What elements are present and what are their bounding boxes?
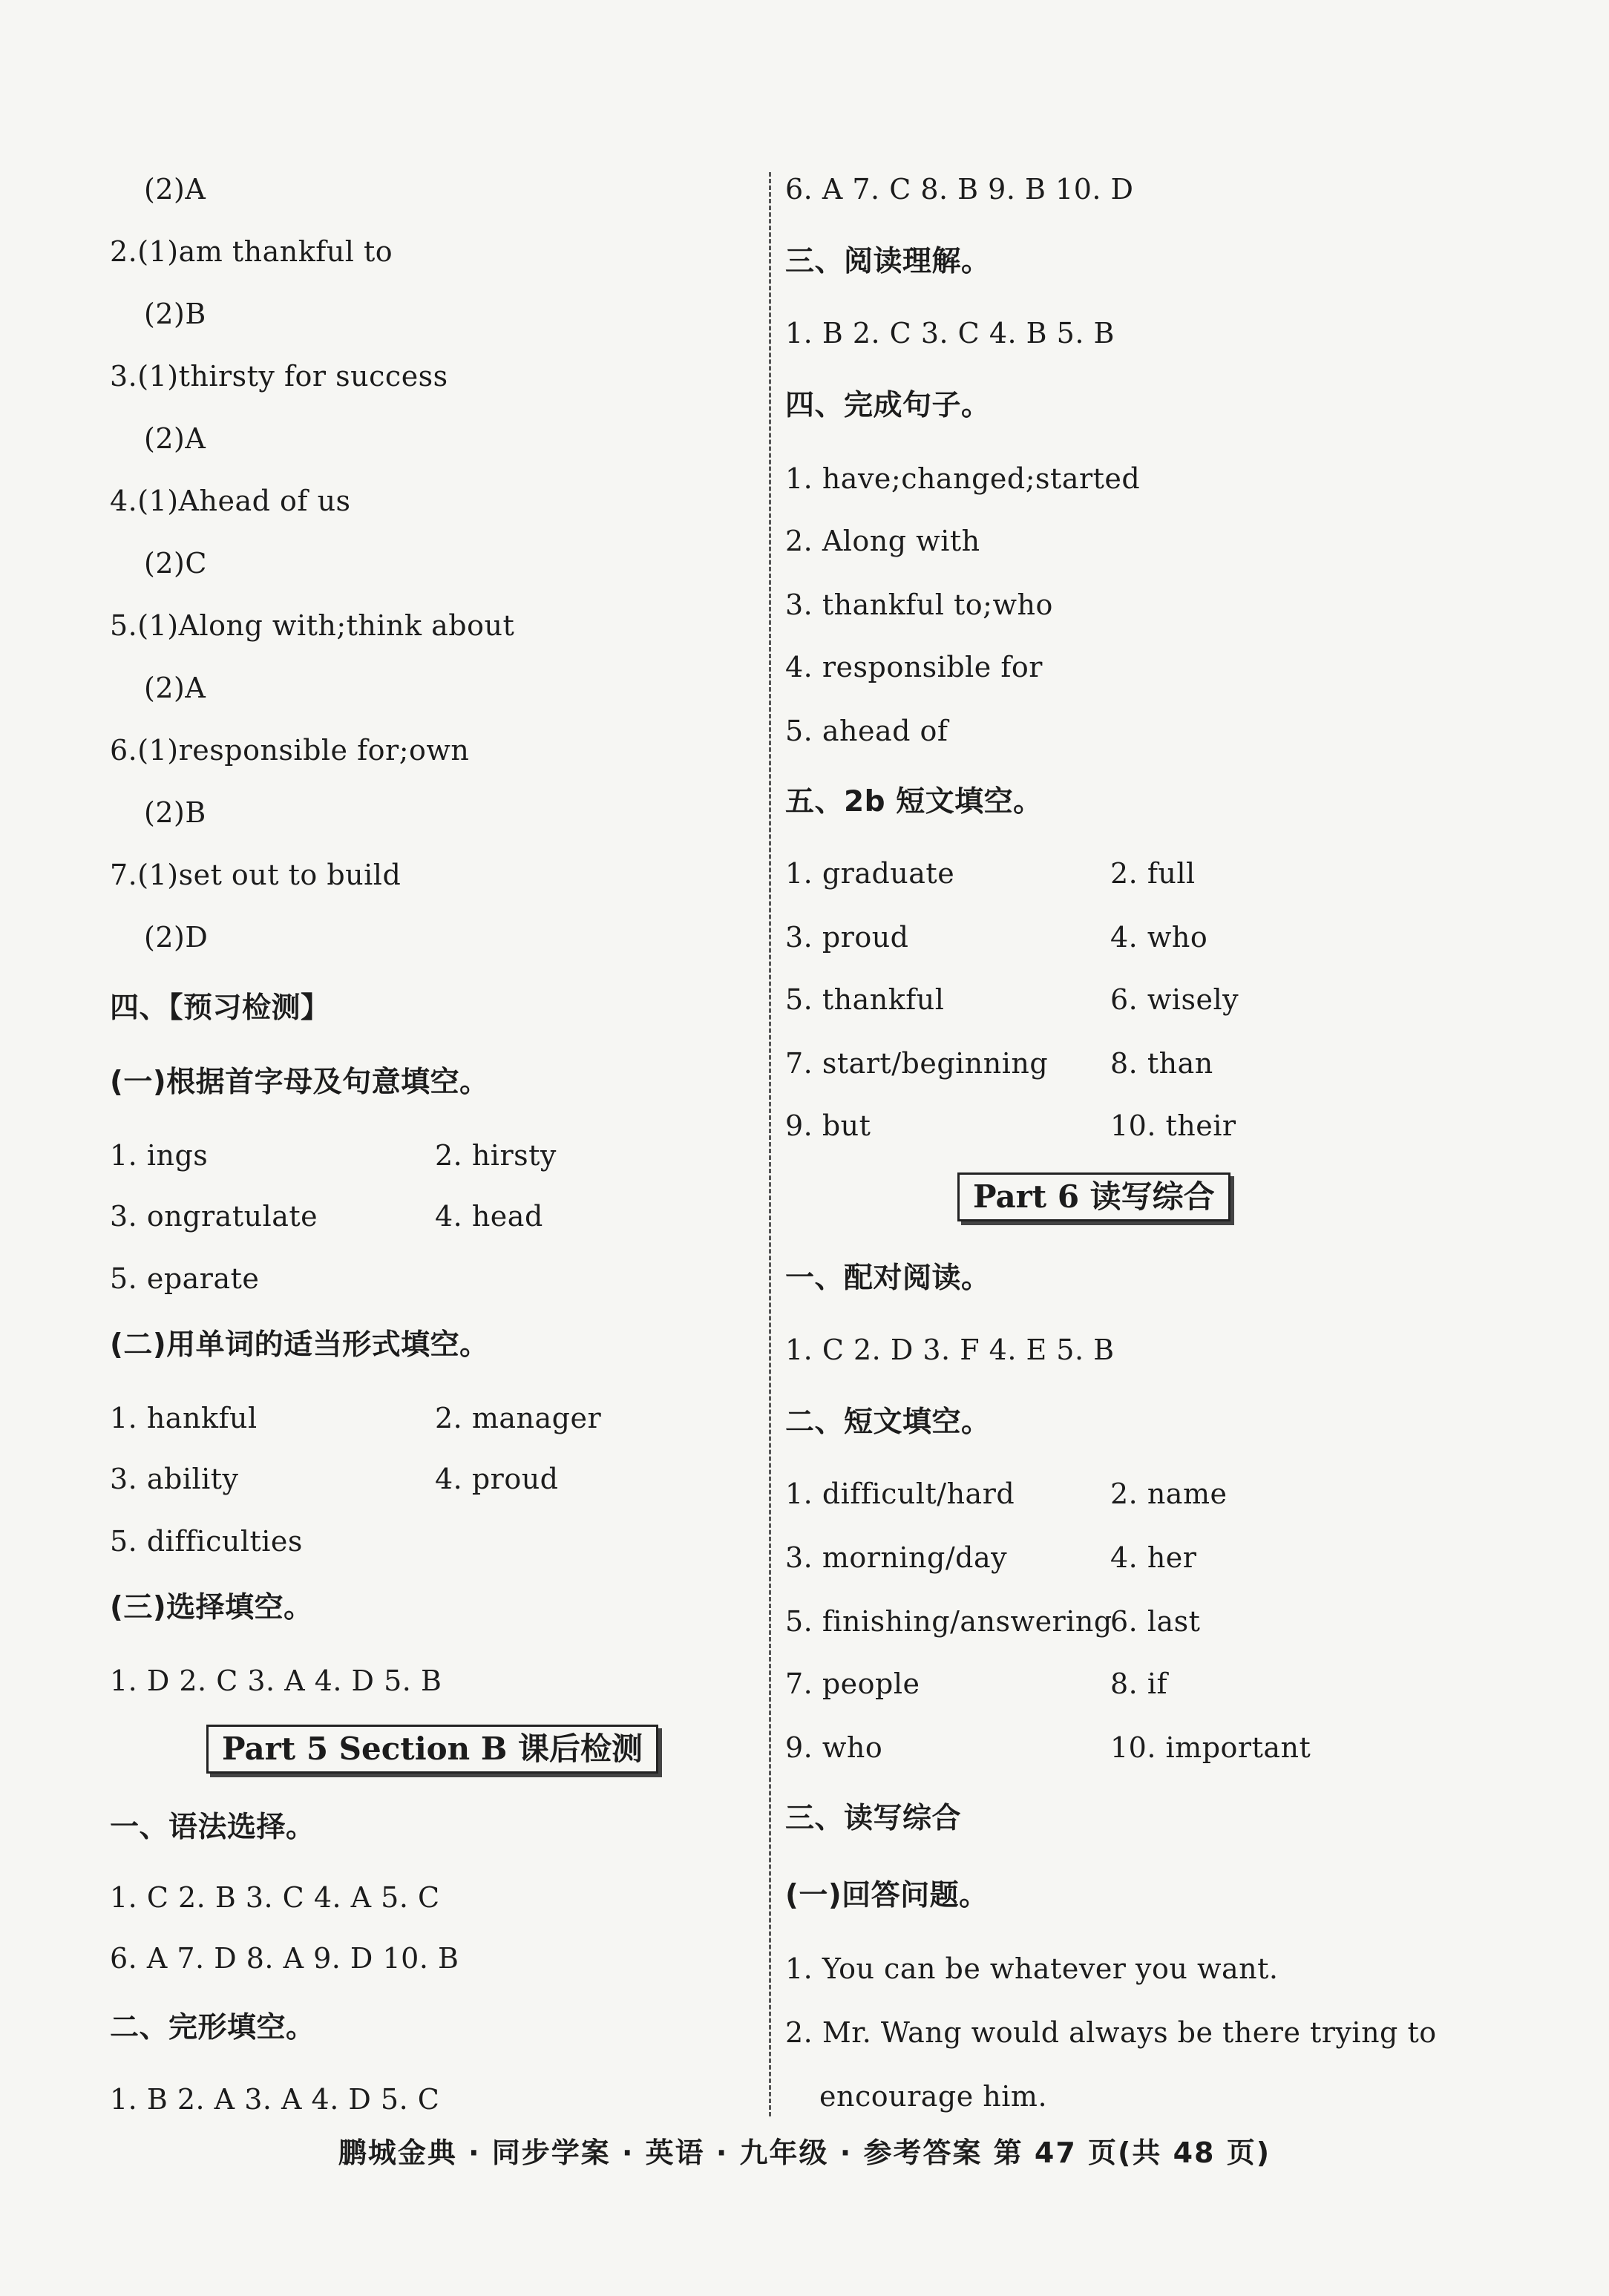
answer-cell: 10. important [1110, 1731, 1311, 1764]
answer-row [110, 1199, 543, 1233]
answer-line: 6.(1)responsible for;own [110, 734, 470, 767]
answer-line: (2)D [144, 921, 209, 954]
answer-line: (2)A [144, 422, 206, 455]
subsection-heading: (二)用单词的适当形式填空。 [110, 1328, 489, 1362]
subsection-heading: (三)选择填空。 [110, 1591, 313, 1624]
section-heading: 一、语法选择。 [110, 1811, 315, 1844]
section-heading: 一、配对阅读。 [785, 1262, 991, 1295]
answer-cell: 4. her [1110, 1541, 1197, 1574]
answer-row [785, 1604, 1201, 1639]
answer-line: 5.(1)Along with;think about [110, 609, 515, 642]
answer-cell: 4. who [1110, 921, 1208, 954]
answer-row [785, 920, 1208, 954]
answer-cell: 1. difficult/hard [785, 1477, 1015, 1510]
answer-cell: 5. eparate [110, 1262, 260, 1295]
answer-cell: 2. manager [435, 1402, 602, 1434]
answer-row [110, 1462, 559, 1496]
answer-line: 1. C 2. D 3. F 4. E 5. B [785, 1334, 1115, 1366]
answer-line: (2)C [144, 547, 207, 580]
answer-cell: 1. ings [110, 1139, 209, 1172]
page-footer: 鹏城金典 · 同步学案 · 英语 · 九年级 · 参考答案 第 47 页(共 48 页) [338, 2136, 1271, 2169]
answer-line: 2. Along with [785, 525, 980, 557]
answer-line: 7.(1)set out to build [110, 859, 402, 891]
answer-row [785, 856, 1196, 890]
section-heading: 四、【预习检测】 [110, 991, 330, 1025]
answer-line: 3.(1)thirsty for success [110, 360, 448, 393]
answer-row [785, 1477, 1228, 1511]
column-divider [769, 172, 771, 2116]
answer-row [110, 1138, 557, 1172]
answer-cell: 3. ability [110, 1463, 239, 1495]
section-heading: 三、阅读理解。 [785, 245, 991, 278]
section-heading: 四、完成句子。 [785, 389, 991, 422]
answer-line: (2)B [144, 298, 206, 330]
section-heading: 三、读写综合 [785, 1802, 962, 1835]
answer-row [785, 1667, 1168, 1701]
part6-title: Part 6 读写综合 [957, 1172, 1230, 1221]
answer-cell: 7. start/beginning [785, 1047, 1049, 1080]
answer-cell: 4. proud [435, 1463, 559, 1495]
answer-line: 2. Mr. Wang would always be there trying to [785, 2016, 1437, 2049]
answer-line: 1. B 2. A 3. A 4. D 5. C [110, 2083, 440, 2116]
answer-cell: 9. but [785, 1109, 871, 1142]
answer-line: 1. have;changed;started [785, 462, 1141, 495]
answer-cell: 5. thankful [785, 983, 945, 1016]
answer-cell: 3. morning/day [785, 1541, 1008, 1574]
answer-line: 6. A 7. D 8. A 9. D 10. B [110, 1942, 459, 1975]
answer-line: 3. thankful to;who [785, 588, 1053, 621]
subsection-heading: (一)回答问题。 [785, 1879, 989, 1912]
answer-line: (2)A [144, 173, 206, 206]
section-heading: 五、2b 短文填空。 [785, 785, 1043, 819]
section-heading: 二、完形填空。 [110, 2011, 315, 2044]
subsection-heading: (一)根据首字母及句意填空。 [110, 1066, 489, 1099]
answer-line: encourage him. [819, 2080, 1048, 2113]
answer-line: 4.(1)Ahead of us [110, 485, 351, 517]
answer-line: 1. B 2. C 3. C 4. B 5. B [785, 317, 1115, 350]
answer-line: (2)B [144, 796, 206, 829]
answer-row [110, 1401, 602, 1435]
answer-cell: 6. last [1110, 1605, 1201, 1638]
answer-cell: 1. graduate [785, 857, 955, 890]
answer-cell: 3. ongratulate [110, 1200, 318, 1233]
answer-line: 4. responsible for [785, 651, 1043, 683]
answer-row [785, 983, 1239, 1017]
answer-cell: 5. finishing/answering [785, 1605, 1112, 1638]
answer-cell: 4. head [435, 1200, 543, 1233]
answer-cell: 2. name [1110, 1477, 1228, 1510]
answer-line: 5. ahead of [785, 715, 948, 747]
answer-line: (2)A [144, 672, 206, 704]
answer-cell: 6. wisely [1110, 983, 1239, 1016]
answer-row [785, 1109, 1236, 1143]
answer-row [785, 1731, 1311, 1765]
answer-line: 1. You can be whatever you want. [785, 1952, 1279, 1985]
answer-cell: 10. their [1110, 1109, 1236, 1142]
answer-cell: 1. hankful [110, 1402, 258, 1434]
answer-cell: 8. than [1110, 1047, 1213, 1080]
answer-cell: 2. full [1110, 857, 1196, 890]
part5-title: Part 5 Section B 课后检测 [206, 1725, 658, 1774]
answer-row [110, 1524, 303, 1558]
answer-line: 6. A 7. C 8. B 9. B 10. D [785, 173, 1134, 206]
answer-cell: 2. hirsty [435, 1139, 557, 1172]
answer-cell: 9. who [785, 1731, 883, 1764]
section-heading: 二、短文填空。 [785, 1406, 991, 1439]
answer-row [785, 1046, 1213, 1080]
answer-cell: 8. if [1110, 1667, 1168, 1700]
answer-cell: 3. proud [785, 921, 909, 954]
answer-cell: 5. difficulties [110, 1525, 303, 1558]
answer-row [110, 1262, 259, 1296]
answer-row [785, 1541, 1197, 1575]
answer-cell: 7. people [785, 1667, 920, 1700]
answer-line: 1. D 2. C 3. A 4. D 5. B [110, 1664, 442, 1697]
answer-line: 2.(1)am thankful to [110, 235, 393, 268]
answer-line: 1. C 2. B 3. C 4. A 5. C [110, 1881, 440, 1914]
